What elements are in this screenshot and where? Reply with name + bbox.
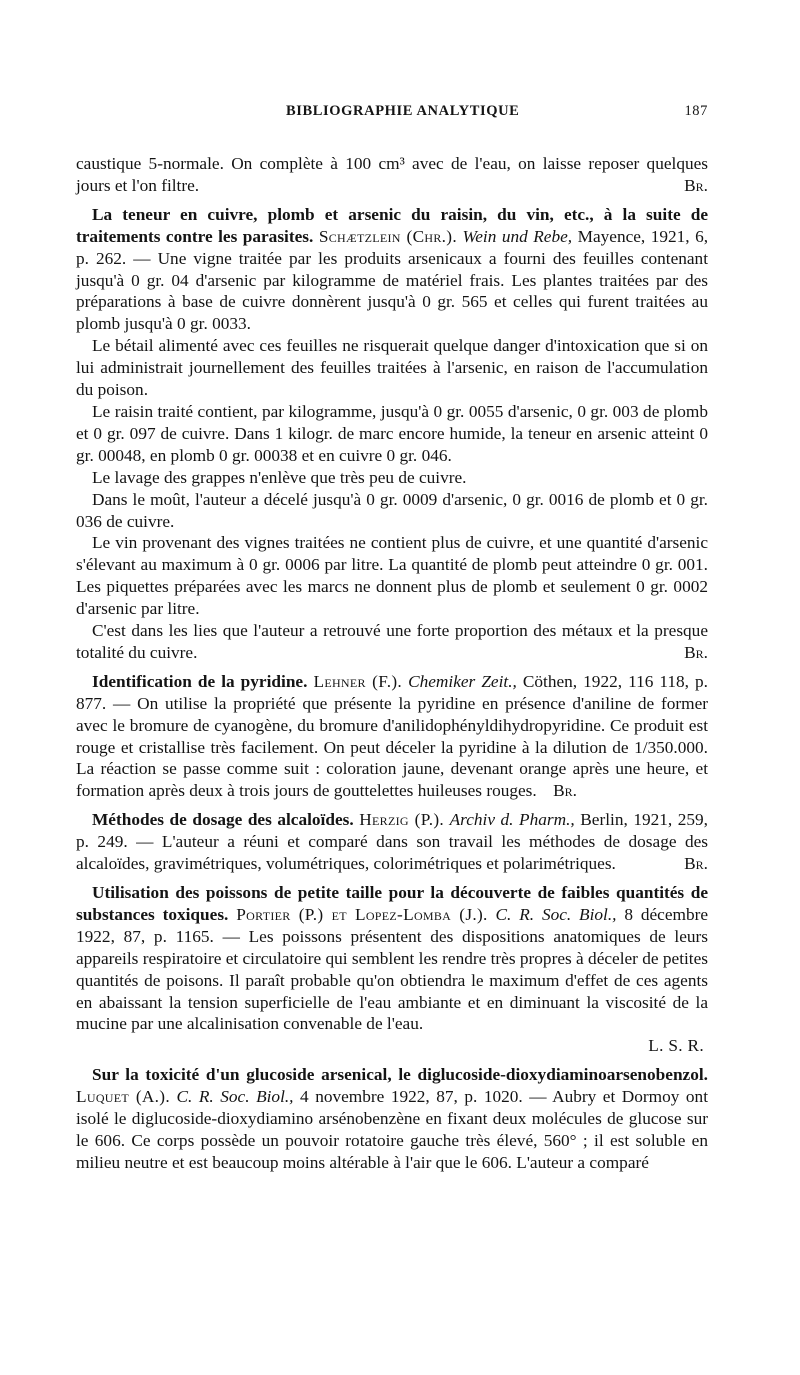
entry-citation: Mayence, 1921, 6, p. 262. bbox=[76, 226, 709, 268]
entry-paragraph: Le vin provenant des vignes traitées ne contient plus de cuivre, et une quantité d'arsenic s'élevant au maximum à 0 gr. 0006 par litre. La quantité de plomb peut atteindre 0 gr. 001. Les piquettes préparées avec les marcs ne donnent plus de plomb et seulement 0 gr. 0002 d'arsenic par litre. bbox=[76, 533, 708, 619]
abstract-entry bbox=[76, 671, 708, 802]
entry-lead bbox=[76, 204, 708, 335]
entry-paragraph: Le bétail alimenté avec ces feuilles ne risquerait quelque danger d'intoxication que si on lui administrait journellement des feuilles traitées à l'arsenic, en raison de l'accumulation du poison. bbox=[76, 336, 708, 400]
entry-paragraph: — Aubry et Dormoy ont isolé le diglucoside-dioxydiamino arsénobenzène en fixant deux molécules de glucose sur le 606. Ce corps possède un pouvoir rotatoire gauche très élevé, 560° ; il est soluble en milieu neutre et est beaucoup moins altérable à l'air que le 606. L'auteur a comparé bbox=[76, 1087, 708, 1172]
entry-citation: Cöthen, 1922, 116 118, p. 877. bbox=[76, 671, 709, 713]
intro-signature: Br. bbox=[684, 175, 708, 195]
entry-paragraph: — Les poissons présentent des dispositions anatomiques de leurs appareils respiratoire et circulatoire qui semblent les rendre très propres à déceler de petites quantités de poisons. Il paraît probable qu'on obtiendra le maximum d'effet de ces agents en abaissant la tension superficielle de l'eau ambiante et en diminuant la viscosité de la mucine par une alcalinisation convenable de l'eau. bbox=[76, 926, 709, 1034]
entry-title: Sur la toxicité d'un glucoside arsenical, le diglucoside-dioxydiaminoarsenobenzol. bbox=[92, 1065, 708, 1085]
entry-citation: Berlin, 1921, 259, p. 249. bbox=[76, 810, 708, 852]
entry-author: Portier (P.) et Lopez-Lomba (J.). bbox=[236, 904, 488, 924]
entry-lead bbox=[76, 671, 708, 802]
entry-signature: L. S. R. bbox=[648, 1036, 704, 1056]
entry-author: Herzig (P.). bbox=[359, 810, 445, 830]
entry-signature: Br. bbox=[553, 781, 577, 801]
entry-author: Lehner (F.). bbox=[313, 671, 403, 691]
entry-lead bbox=[76, 1064, 708, 1174]
entry-author: Schætzlein (Chr.). bbox=[318, 226, 457, 246]
abstract-entry bbox=[76, 204, 708, 664]
entry-title: Identification de la pyridine. bbox=[92, 671, 308, 691]
entry-title: Méthodes de dosage des alcaloïdes. bbox=[92, 810, 354, 830]
entry-signature-line bbox=[76, 1035, 708, 1057]
entry-citation: 4 novembre 1922, 87, p. 1020. bbox=[300, 1087, 523, 1107]
running-head bbox=[76, 103, 708, 127]
abstract-entry bbox=[76, 809, 708, 875]
entry-signature: Br. bbox=[684, 642, 708, 662]
entry-title: La teneur en cuivre, plomb et arsenic du raisin, du vin, etc., à la suite de traitements contre les parasites. bbox=[76, 204, 708, 246]
intro-text: caustique 5-normale. On complète à 100 cm³ avec de l'eau, on laisse reposer quelques jours et l'on filtre. bbox=[76, 154, 708, 195]
entry-signature: Br. bbox=[684, 854, 708, 874]
entry-last-paragraph bbox=[76, 620, 708, 664]
entry-source: Chemiker Zeit., bbox=[408, 671, 517, 691]
entry-source: C. R. Soc. Biol., bbox=[176, 1087, 294, 1107]
entry-source: C. R. Soc. Biol., bbox=[495, 904, 617, 924]
entry-paragraph: — On utilise la propriété que présente la pyridine en présence d'aniline de former avec le bromure de cyanogène, du bromure d'anilidophényldihydropyridine. Ce produit est rouge et cristallise très facilement. On peut déceler la pyridine à la dilution de 1/350.000. La réaction se passe comme suit : coloration jaune, devenant orange après une heure, et formation après deux à trois jours de gouttelettes huileuses rouges. bbox=[76, 693, 708, 801]
running-head-title: BIBLIOGRAPHIE ANALYTIQUE bbox=[286, 103, 520, 119]
body-text bbox=[76, 153, 708, 1174]
entry-title: Utilisation des poissons de petite taille pour la découverte de faibles quantités de substances toxiques. bbox=[76, 883, 708, 924]
entry-paragraph: Le raisin traité contient, par kilogramme, jusqu'à 0 gr. 0055 d'arsenic, 0 gr. 003 de plomb et 0 gr. 097 de cuivre. Dans 1 kilogr. de marc encore humide, la teneur en arsenic atteint 0 gr. 00048, en plomb 0 gr. 00038 et en cuivre 0 gr. 046. bbox=[76, 401, 708, 465]
entry-paragraph: — Une vigne traitée par les produits arsenicaux a fourni des feuilles contenant jusqu'à 0 gr. 04 d'arsenic par kilogramme de matériel frais. Les plantes traitées par des préparations à base de cuivre donnèrent jusqu'à 0 gr. 565 et celles qui furent traitées au plomb jusqu'à 0 gr. 0033. bbox=[76, 248, 708, 334]
entry-paragraph: C'est dans les lies que l'auteur a retrouvé une forte proportion des métaux et la presque totalité du cuivre. bbox=[76, 621, 708, 662]
intro-paragraph bbox=[76, 153, 708, 197]
entry-author: Luquet (A.). bbox=[76, 1087, 170, 1107]
abstract-entry bbox=[76, 882, 708, 1057]
text-column bbox=[76, 103, 708, 1174]
entry-paragraph: — L'auteur a réuni et comparé dans son travail les méthodes de dosage des alcaloïdes, gravimétriques, volumétriques, colorimétriques et polarimétriques. bbox=[76, 832, 708, 874]
entry-citation: 8 décembre 1922, 87, p. 1165. bbox=[76, 904, 709, 946]
entry-paragraph: Dans le moût, l'auteur a décelé jusqu'à 0 gr. 0009 d'arsenic, 0 gr. 0016 de plomb et 0 gr. 036 de cuivre. bbox=[76, 489, 708, 531]
abstract-entry bbox=[76, 1064, 708, 1174]
entry-source: Wein und Rebe, bbox=[462, 226, 573, 246]
entry-paragraph: Le lavage des grappes n'enlève que très peu de cuivre. bbox=[92, 467, 467, 487]
entry-source: Archiv d. Pharm., bbox=[449, 810, 575, 830]
entry-lead bbox=[76, 882, 708, 1035]
entry-lead bbox=[76, 809, 708, 875]
page-number: 187 bbox=[684, 103, 708, 119]
